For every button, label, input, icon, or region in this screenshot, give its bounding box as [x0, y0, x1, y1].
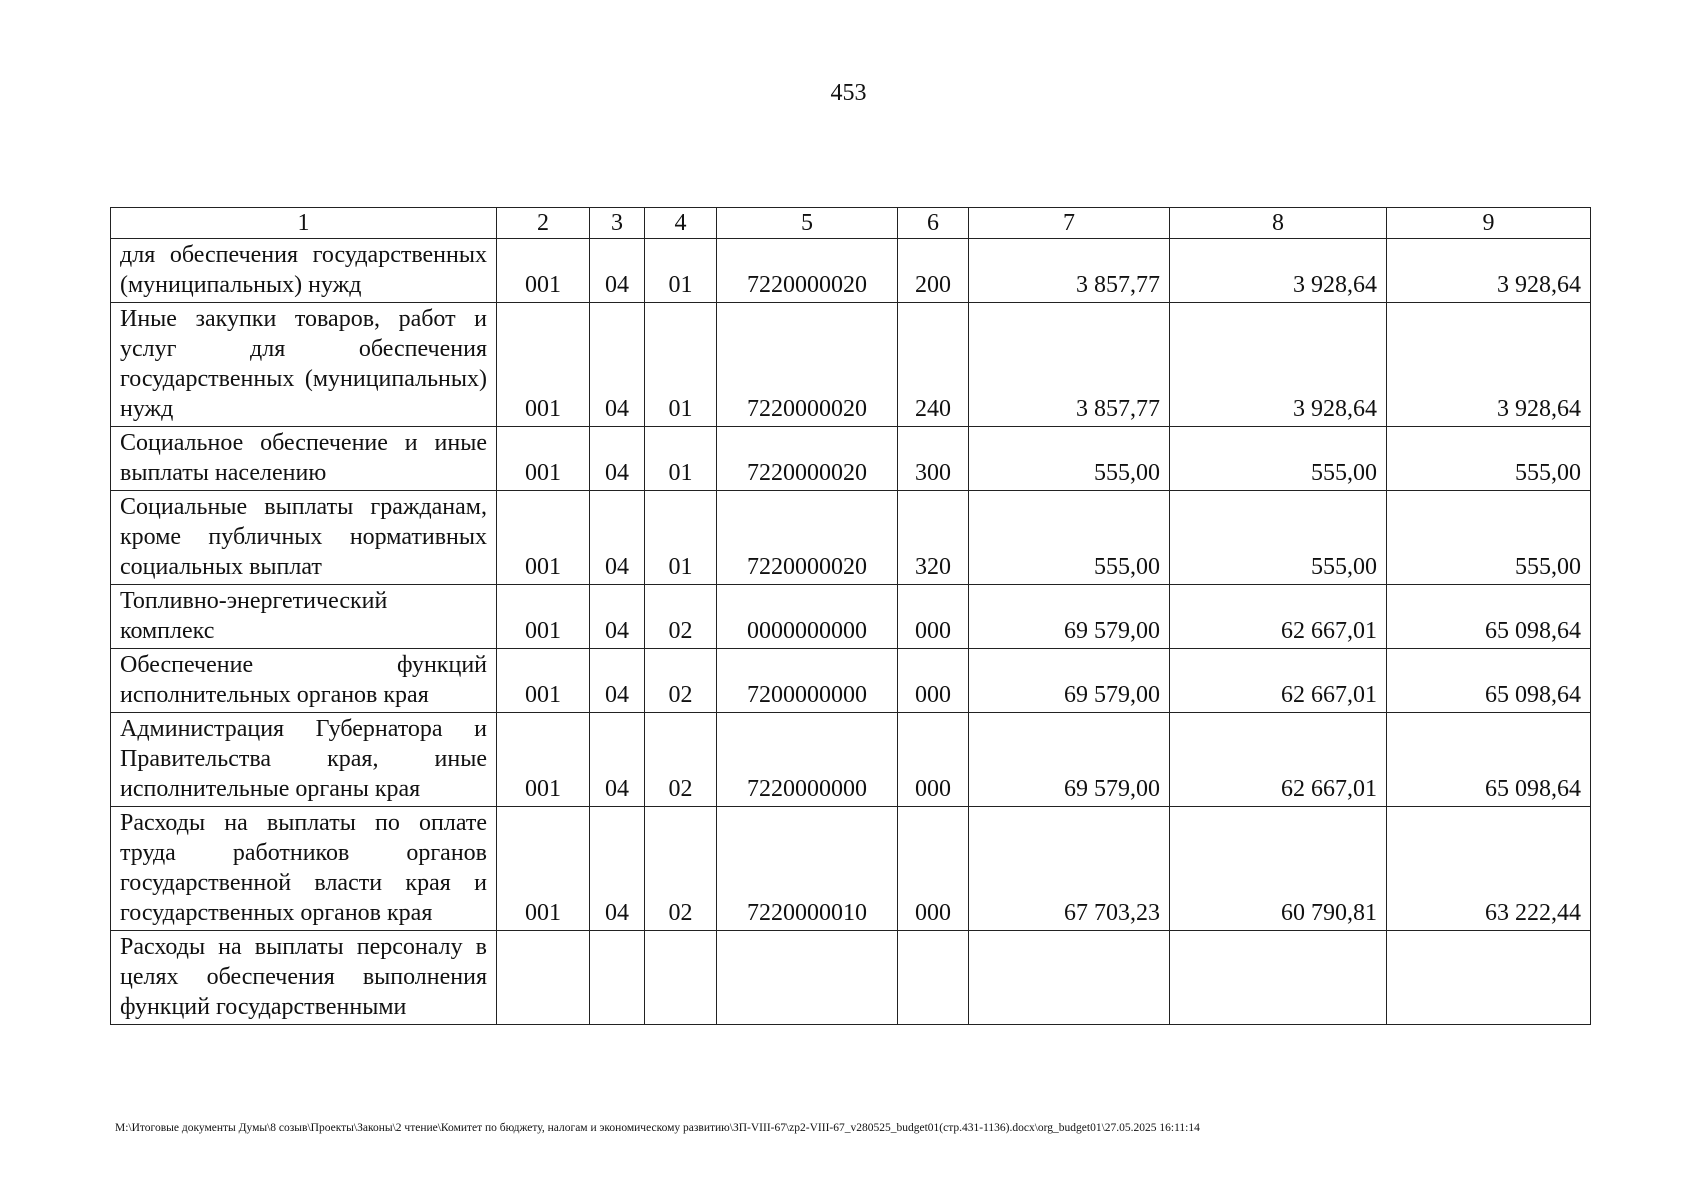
row-name-cell: Расходы на выплаты по оплате труда работников органов государственной власти края и государственных органов края	[111, 807, 497, 931]
subsection-code-cell: 01	[645, 303, 717, 427]
amount-col9-cell: 65 098,64	[1387, 713, 1591, 807]
expense-type-cell: 000	[898, 585, 969, 649]
amount-col9-cell: 555,00	[1387, 491, 1591, 585]
section-code-cell: 04	[590, 649, 645, 713]
table-row	[111, 713, 1591, 807]
ministry-code-cell: 001	[497, 713, 590, 807]
column-header: 6	[898, 208, 969, 239]
ministry-code-cell: 001	[497, 649, 590, 713]
ministry-code-cell: 001	[497, 239, 590, 303]
target-article-cell: 7220000010	[717, 807, 898, 931]
section-code-cell: 04	[590, 239, 645, 303]
expense-type-cell: 000	[898, 713, 969, 807]
table-row	[111, 491, 1591, 585]
section-code-cell: 04	[590, 807, 645, 931]
amount-col9-cell: 3 928,64	[1387, 303, 1591, 427]
amount-col9-cell: 555,00	[1387, 427, 1591, 491]
page-number: 453	[830, 80, 867, 106]
subsection-code-cell: 01	[645, 491, 717, 585]
footer-file-path: M:\Итоговые документы Думы\8 созыв\Проекты\Законы\2 чтение\Комитет по бюджету, налогам и экономическому развитию\ЗП-VIII-67\zp2-VIII-67_v280525_budget01(стр.431-1136).docx\org_budget01\27.05.2025 16:11:14	[115, 1122, 1200, 1134]
row-name-cell: Социальные выплаты гражданам, кроме публичных нормативных социальных выплат	[111, 491, 497, 585]
budget-table	[110, 207, 1591, 1025]
amount-col9-cell	[1387, 931, 1591, 1025]
amount-col7-cell: 69 579,00	[969, 649, 1170, 713]
ministry-code-cell: 001	[497, 585, 590, 649]
target-article-cell: 7220000020	[717, 239, 898, 303]
row-name-cell: для обеспечения государственных (муниципальных) нужд	[111, 239, 497, 303]
row-name-cell: Топливно-энергетический комплекс	[111, 585, 497, 649]
subsection-code-cell: 02	[645, 585, 717, 649]
amount-col8-cell: 62 667,01	[1170, 585, 1387, 649]
column-header: 4	[645, 208, 717, 239]
amount-col8-cell: 60 790,81	[1170, 807, 1387, 931]
amount-col7-cell: 3 857,77	[969, 239, 1170, 303]
amount-col8-cell: 555,00	[1170, 427, 1387, 491]
table-row	[111, 807, 1591, 931]
column-header: 9	[1387, 208, 1591, 239]
amount-col7-cell: 69 579,00	[969, 585, 1170, 649]
section-code-cell: 04	[590, 491, 645, 585]
expense-type-cell: 300	[898, 427, 969, 491]
column-header: 5	[717, 208, 898, 239]
amount-col9-cell: 3 928,64	[1387, 239, 1591, 303]
ministry-code-cell: 001	[497, 491, 590, 585]
subsection-code-cell: 02	[645, 713, 717, 807]
amount-col7-cell: 67 703,23	[969, 807, 1170, 931]
target-article-cell: 7220000000	[717, 713, 898, 807]
target-article-cell: 0000000000	[717, 585, 898, 649]
table-header-row	[111, 208, 1591, 239]
amount-col8-cell: 62 667,01	[1170, 713, 1387, 807]
column-header: 7	[969, 208, 1170, 239]
subsection-code-cell	[645, 931, 717, 1025]
column-header: 8	[1170, 208, 1387, 239]
amount-col8-cell: 555,00	[1170, 491, 1387, 585]
section-code-cell: 04	[590, 585, 645, 649]
expense-type-cell: 000	[898, 649, 969, 713]
table-row	[111, 427, 1591, 491]
expense-type-cell: 000	[898, 807, 969, 931]
expense-type-cell	[898, 931, 969, 1025]
target-article-cell: 7200000000	[717, 649, 898, 713]
section-code-cell: 04	[590, 303, 645, 427]
ministry-code-cell: 001	[497, 303, 590, 427]
target-article-cell: 7220000020	[717, 303, 898, 427]
amount-col8-cell	[1170, 931, 1387, 1025]
section-code-cell: 04	[590, 713, 645, 807]
row-name-cell: Иные закупки товаров, работ и услуг для обеспечения государственных (муниципальных) нужд	[111, 303, 497, 427]
section-code-cell: 04	[590, 427, 645, 491]
table-row	[111, 585, 1591, 649]
section-code-cell	[590, 931, 645, 1025]
row-name-cell: Администрация Губернатора и Правительства края, иные исполнительные органы края	[111, 713, 497, 807]
table-row	[111, 303, 1591, 427]
row-name-cell: Социальное обеспечение и иные выплаты населению	[111, 427, 497, 491]
amount-col8-cell: 62 667,01	[1170, 649, 1387, 713]
table-row	[111, 239, 1591, 303]
ministry-code-cell	[497, 931, 590, 1025]
row-name-cell: Обеспечение функций исполнительных органов края	[111, 649, 497, 713]
amount-col7-cell	[969, 931, 1170, 1025]
column-header: 3	[590, 208, 645, 239]
amount-col9-cell: 65 098,64	[1387, 649, 1591, 713]
table-row	[111, 649, 1591, 713]
amount-col7-cell: 69 579,00	[969, 713, 1170, 807]
amount-col7-cell: 3 857,77	[969, 303, 1170, 427]
column-header: 1	[111, 208, 497, 239]
subsection-code-cell: 02	[645, 807, 717, 931]
subsection-code-cell: 01	[645, 239, 717, 303]
ministry-code-cell: 001	[497, 807, 590, 931]
amount-col7-cell: 555,00	[969, 427, 1170, 491]
amount-col7-cell: 555,00	[969, 491, 1170, 585]
amount-col9-cell: 65 098,64	[1387, 585, 1591, 649]
amount-col8-cell: 3 928,64	[1170, 303, 1387, 427]
amount-col8-cell: 3 928,64	[1170, 239, 1387, 303]
ministry-code-cell: 001	[497, 427, 590, 491]
target-article-cell: 7220000020	[717, 491, 898, 585]
amount-col9-cell: 63 222,44	[1387, 807, 1591, 931]
expense-type-cell: 240	[898, 303, 969, 427]
subsection-code-cell: 01	[645, 427, 717, 491]
table-row	[111, 931, 1591, 1025]
column-header: 2	[497, 208, 590, 239]
target-article-cell	[717, 931, 898, 1025]
expense-type-cell: 320	[898, 491, 969, 585]
row-name-cell: Расходы на выплаты персоналу в целях обеспечения выполнения функций государственными	[111, 931, 497, 1025]
target-article-cell: 7220000020	[717, 427, 898, 491]
expense-type-cell: 200	[898, 239, 969, 303]
subsection-code-cell: 02	[645, 649, 717, 713]
